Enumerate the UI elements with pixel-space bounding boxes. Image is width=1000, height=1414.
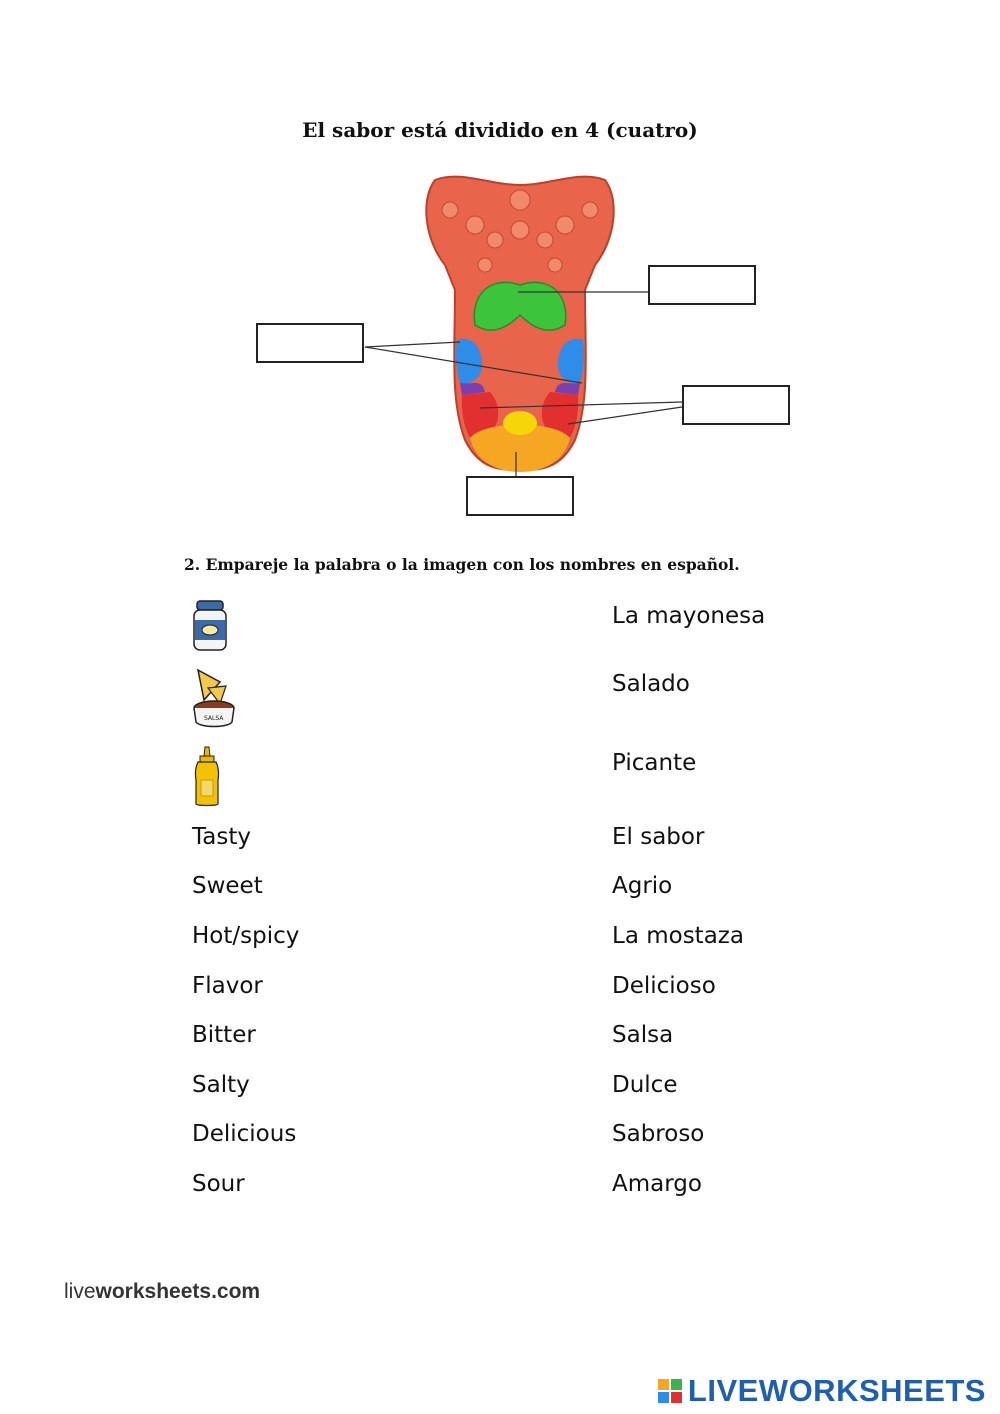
right-word-item: Salsa — [612, 1022, 674, 1048]
right-word-item: Delicioso — [612, 973, 716, 999]
right-word-item: Amargo — [612, 1171, 702, 1197]
worksheet-title: El sabor está dividido en 4 (cuatro) — [302, 118, 698, 142]
answer-box-sour[interactable] — [256, 323, 364, 363]
left-word-item: Flavor — [192, 973, 263, 999]
logo-text: LIVEWORKSHEETS — [687, 1373, 986, 1408]
left-word-item: Bitter — [192, 1022, 256, 1048]
left-word-item: Sweet — [192, 873, 263, 899]
right-word-item: Sabroso — [612, 1121, 705, 1147]
footer-brand-light: live — [64, 1280, 96, 1303]
left-word-item: Sour — [192, 1171, 245, 1197]
right-word-item: La mayonesa — [612, 603, 766, 629]
exercise-instruction: 2. Empareje la palabra o la imagen con los nombres en español. — [184, 555, 740, 574]
mustard-bottle-icon — [193, 746, 221, 813]
right-word-item: Salado — [612, 671, 690, 697]
answer-box-salty[interactable] — [682, 385, 790, 425]
right-word-item: Agrio — [612, 873, 673, 899]
left-word-item: Delicious — [192, 1121, 297, 1147]
sweet-tip-highlight — [503, 411, 537, 435]
answer-box-bitter[interactable] — [648, 265, 756, 305]
left-word-item: Tasty — [192, 824, 251, 850]
footer-brand-bold: worksheets.com — [95, 1280, 261, 1303]
left-word-item: Salty — [192, 1072, 250, 1098]
salsa-label: SALSA — [204, 715, 224, 722]
left-word-item: Hot/spicy — [192, 923, 300, 949]
footer-brand — [64, 1280, 260, 1304]
liveworksheets-logo[interactable] — [658, 1373, 986, 1409]
right-word-item: Dulce — [612, 1072, 678, 1098]
logo-icon — [658, 1379, 682, 1403]
answer-box-sweet[interactable] — [466, 476, 574, 516]
salsa-chips-icon — [190, 668, 240, 735]
right-word-item: El sabor — [612, 824, 705, 850]
right-word-item: Picante — [612, 750, 697, 776]
right-word-item: La mostaza — [612, 923, 744, 949]
mayonnaise-jar-icon — [192, 600, 228, 657]
